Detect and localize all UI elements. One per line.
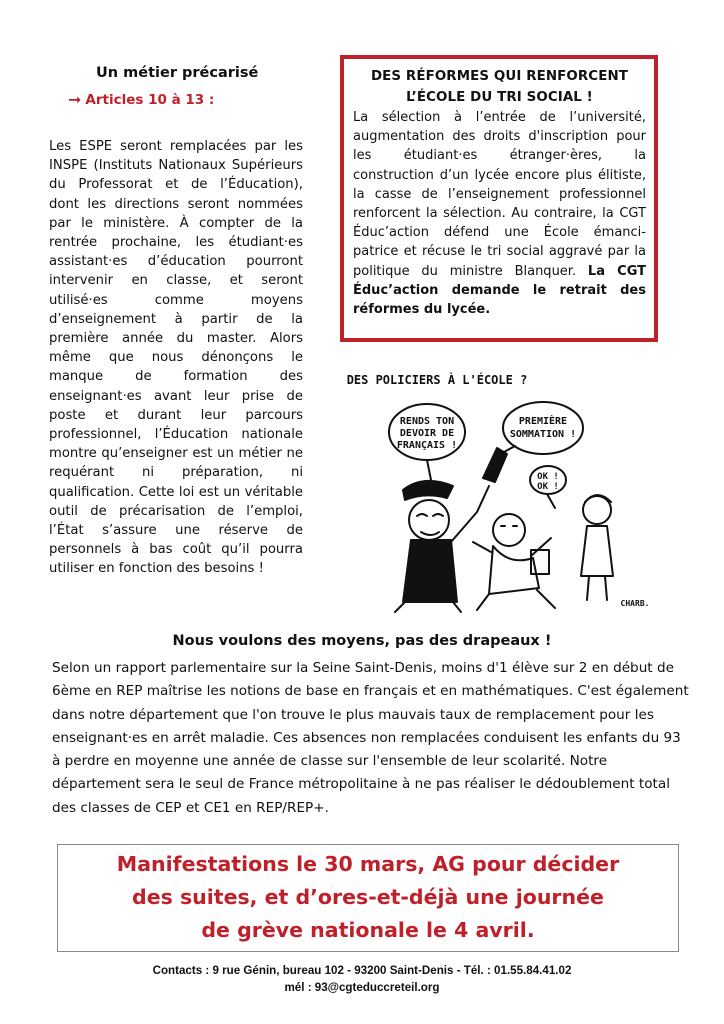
- cartoon-illustration: [346, 362, 655, 614]
- reform-body-bold: La CGT Éduc’action demande le retrait des réformes du lycée.: [353, 263, 647, 318]
- reform-body: La sélection à l’entrée de l’université, augmentation des droits d'inscription pour les étudiant·es étranger·ères, la construction d’un lycée encore plus élitiste, la casse de l’enseignement professionnel renforcent la sélection. Au contraire, la CGT Éduc’action défend une École émanci-patrice et récuse le tri social aggravé par la politique du ministre Blanquer.: [353, 110, 646, 279]
- officer-bubble-line3: FRANÇAIS !: [396, 440, 458, 451]
- section-title-precarise: Un métier précarisé: [96, 65, 259, 81]
- articles-label: Articles 10 à 13 :: [85, 92, 215, 108]
- contacts-address: Contacts : 9 rue Génin, bureau 102 - 93200 Saint-Denis - Tél. : 01.55.84.41.02: [152, 964, 572, 977]
- reform-box: [340, 55, 658, 342]
- precarise-body-text: Les ESPE seront remplacées par les INSPE (Instituts Nationaux Supérieurs du Professorat et de l’Éducation), dont les directions seront nommées par le ministère. À compter de la rentrée prochaine, les étudiant·es assistant·es d’éducation pourront intervenir en classe, et seront utilisé·es comme moyens d’enseignement à partir de la première année du master. Alors même que nous dénonçons le manque de formation des enseignant·es avant leur prise de poste et durant leur parcours professionnel, l’Éducation nationale montre qu’enseigner est un métier ne requérant ni préparation, ni qualification. Cette loi est un véritable outil de précarisation de l’emploi, l’État s’assure une réserve de personnels à bas coût qu’il pourra utiliser en fonction des besoins !: [49, 139, 303, 577]
- contacts-footer: [0, 962, 724, 996]
- contacts-email: mél : 93@cgteduccreteil.org: [284, 981, 440, 994]
- mobilisation-line2: des suites, et d’ores-et-déjà une journée: [132, 885, 604, 909]
- cartoon-signature: CHARB.: [620, 599, 650, 608]
- child-bubble-line2: OK !: [537, 482, 559, 492]
- mobilisation-line1: Manifestations le 30 mars, AG pour décider: [116, 852, 620, 876]
- means-section-title: Nous voulons des moyens, pas des drapeaux !: [172, 633, 552, 649]
- officer-bubble-line1: RENDS TON: [399, 416, 455, 427]
- reform-title-line1: DES RÉFORMES QUI RENFORCENT: [370, 69, 629, 84]
- cartoon-caption: DES POLICIERS À L'ÉCOLE ?: [346, 373, 528, 387]
- reform-title-line2: L’ÉCOLE DU TRI SOCIAL !: [406, 90, 593, 105]
- reform-box-text: [353, 108, 646, 319]
- mobilisation-box: [57, 844, 679, 952]
- officer-bubble-line2: DEVOIR DE: [399, 428, 455, 439]
- articles-subtitle: [68, 90, 214, 109]
- sommation-bubble-line2: SOMMATION !: [509, 429, 577, 440]
- sommation-bubble-line1: PREMIÈRE: [518, 416, 568, 427]
- mobilisation-line3: de grève nationale le 4 avril.: [201, 918, 535, 942]
- means-body-text: Selon un rapport parlementaire sur la Seine Saint-Denis, moins d'1 élève sur 2 en début de 6ème en REP maîtrise les notions de base en français et en mathématiques. C'est également dans notre département que l'on trouve le plus mauvais taux de remplacement pour les enseignant·es en arrêt maladie. Ces absences non remplacées conduisent les enfants du 93 à perdre en moyenne une année de classe sur l'ensemble de leur scolarité. Notre département sera le seul de France métropolitaine à ne pas réaliser le dédoublement total des classes de CEP et CE1 en REP/REP+.: [52, 660, 689, 816]
- right-arrow-icon: ➞: [68, 90, 82, 109]
- reform-box-title: [353, 66, 646, 108]
- child-bubble-line1: OK !: [537, 472, 559, 482]
